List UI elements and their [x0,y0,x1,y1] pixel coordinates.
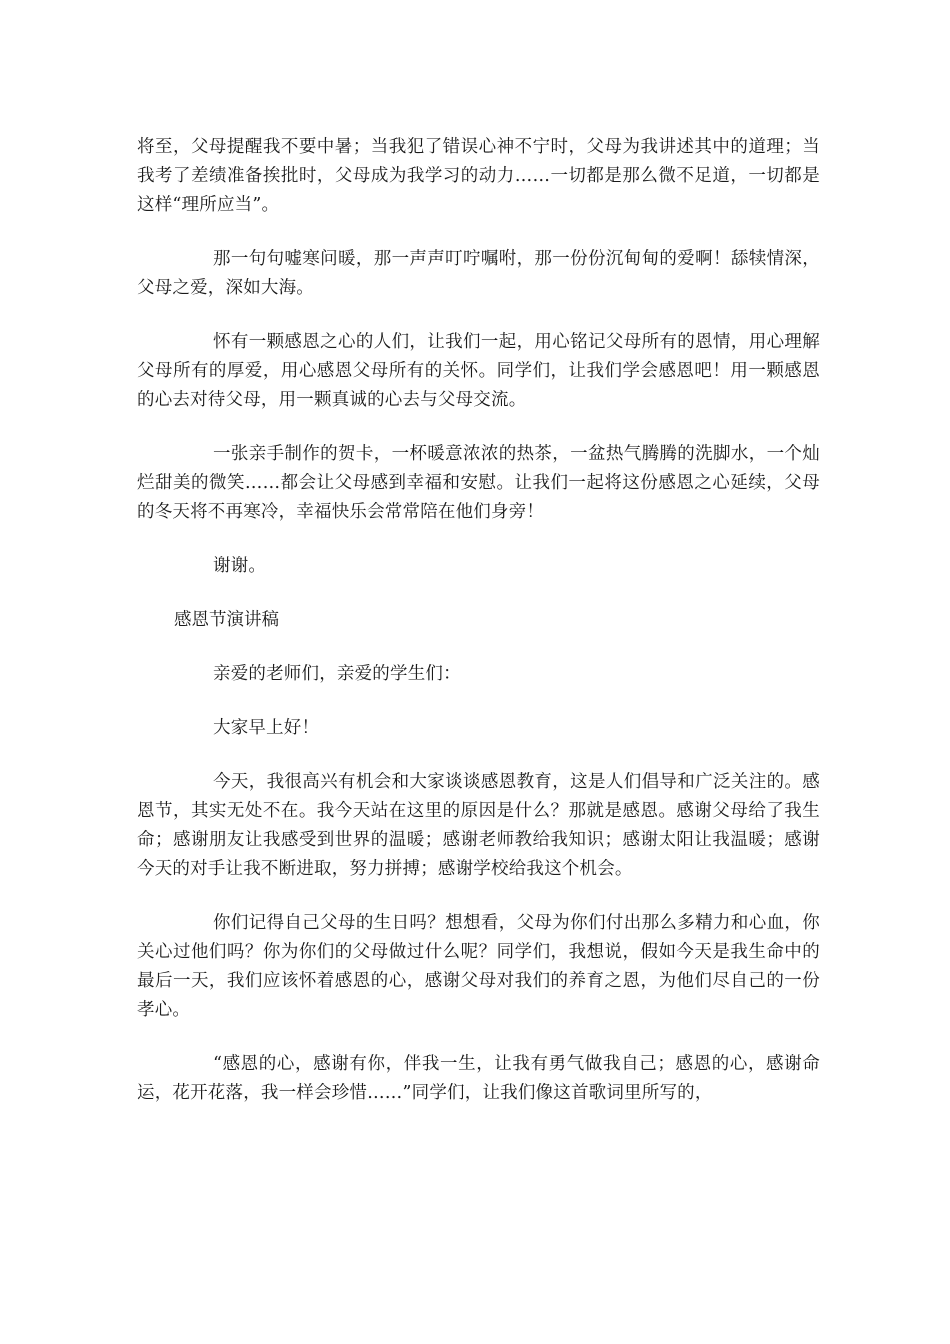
paragraph-parents-care: 将至，父母提醒我不要中暑；当我犯了错误心神不宁时，父母为我讲述其中的道理；当我考了差绩准备挨批时，父母成为我学习的动力……一切都是那么微不足道，一切都是这样“理所应当”。 [137,137,820,215]
paragraph-song-lyrics: “感恩的心，感谢有你，伴我一生，让我有勇气做我自己；感恩的心，感谢命运，花开花落，我一样会珍惜……”同学们，让我们像这首歌词里所写的， [137,1054,820,1103]
paragraph-thanks: 谢谢。 [213,556,267,576]
document-body [137,133,820,1133]
paragraph-gratitude-everywhere: 今天，我很高兴有机会和大家谈谈感恩教育，这是人们倡导和广泛关注的。感恩节，其实无处不在。我今天站在这里的原因是什么？那就是感恩。感谢父母给了我生命；感谢朋友让我感受到世界的温暖；感谢老师教给我知识；感谢太阳让我温暖；感谢今天的对手让我不断进取，努力拼搏；感谢学校给我这个机会。 [137,772,820,879]
paragraph-parents-birthday: 你们记得自己父母的生日吗？想想看，父母为你们付出那么多精力和心血，你关心过他们吗？你为你们的父母做过什么呢？同学们，我想说，假如今天是我生命中的最后一天，我们应该怀着感恩的心，感谢父母对我们的养育之恩，为他们尽自己的一份孝心。 [137,913,820,1020]
section-title: 感恩节演讲稿 [174,610,279,630]
paragraph-small-gestures: 一张亲手制作的贺卡，一杯暖意浓浓的热茶，一盆热气腾腾的洗脚水，一个灿烂甜美的微笑……都会让父母感到幸福和安慰。让我们一起将这份感恩之心延续，父母的冬天将不再寒冷，幸福快乐会常常陪在他们身旁！ [137,444,820,522]
paragraph-parents-love: 那一句句嘘寒问暖，那一声声叮咛嘱咐，那一份份沉甸甸的爱啊！舔犊情深，父母之爱，深如大海。 [137,249,820,298]
salutation: 大家早上好！ [213,718,320,738]
paragraph-grateful-heart: 怀有一颗感恩之心的人们，让我们一起，用心铭记父母所有的恩情，用心理解父母所有的厚爱，用心感恩父母所有的关怀。同学们，让我们学会感恩吧！用一颗感恩的心去对待父母，用一颗真诚的心去与父母交流。 [137,332,820,410]
greeting: 亲爱的老师们，亲爱的学生们： [213,664,461,684]
